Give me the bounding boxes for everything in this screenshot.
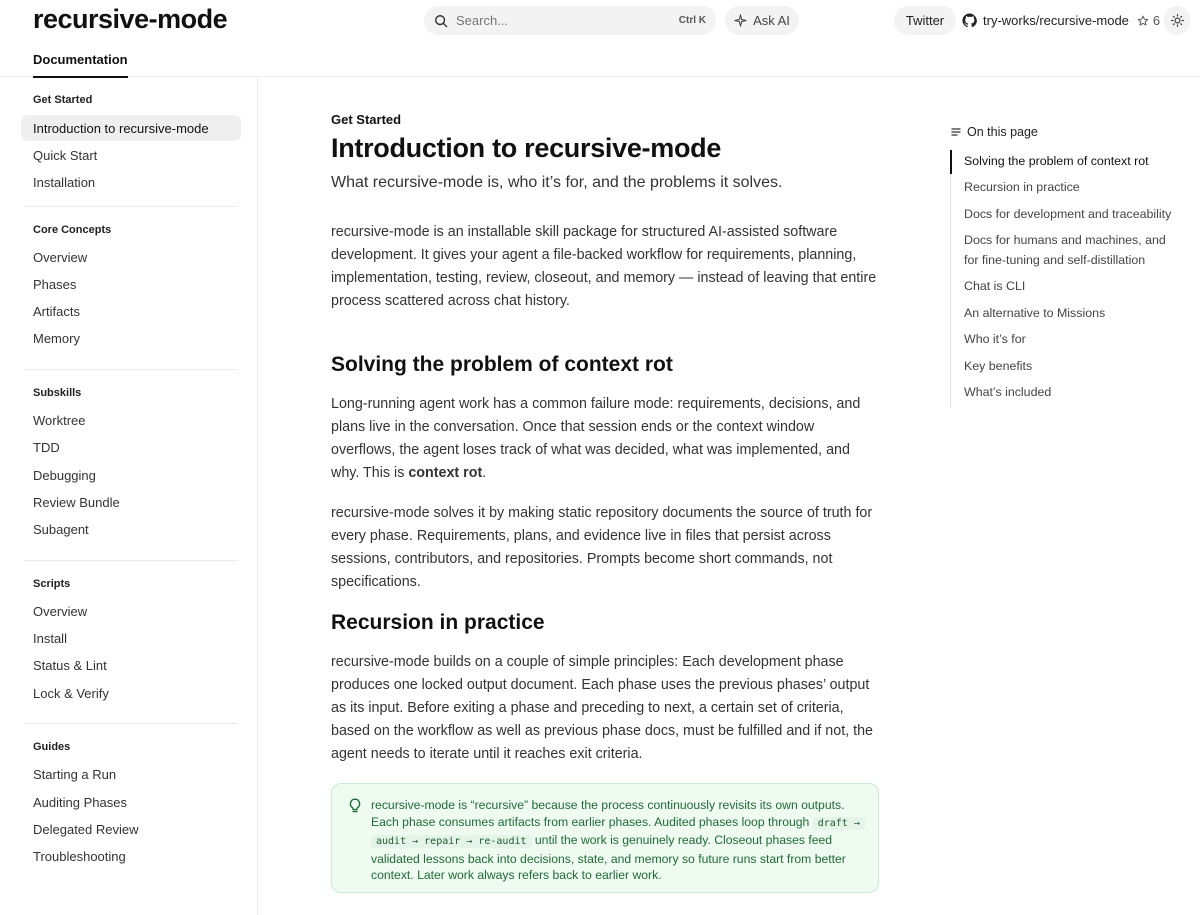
sidebar-item-quick-start[interactable]: Quick Start bbox=[33, 147, 98, 163]
theme-toggle-button[interactable] bbox=[1164, 6, 1190, 35]
star-icon bbox=[1137, 15, 1149, 27]
toc-item-recursion[interactable]: Recursion in practice bbox=[964, 180, 1080, 194]
context-rot-bold: context rot bbox=[408, 465, 483, 481]
sidebar-item-starting-a-run[interactable]: Starting a Run bbox=[33, 766, 117, 782]
page-subtitle: What recursive-mode is, who it’s for, and the problems it solves. bbox=[331, 174, 783, 191]
repo-name: try-works/recursive-mode bbox=[983, 13, 1129, 28]
sidebar-divider bbox=[24, 560, 238, 561]
callout-code-draft: draft → bbox=[813, 817, 865, 830]
sidebar-item-debugging[interactable]: Debugging bbox=[33, 467, 96, 483]
page-eyebrow: Get Started bbox=[331, 112, 402, 127]
toc-item-alternative-missions[interactable]: An alternative to Missions bbox=[964, 306, 1106, 320]
ask-ai-label: Ask AI bbox=[753, 13, 790, 28]
context-rot-paragraph bbox=[331, 393, 879, 485]
search-placeholder: Search... bbox=[456, 13, 509, 28]
sidebar-section-core-concepts: Core Concepts bbox=[33, 224, 112, 236]
sidebar-item-scripts-overview[interactable]: Overview bbox=[33, 603, 88, 619]
sidebar-item-worktree[interactable]: Worktree bbox=[33, 412, 86, 428]
list-icon bbox=[951, 127, 961, 137]
context-rot-text: Long-running agent work has a common failure mode: requirements, decisions, and plans live in the conversation. Once that session ends or the context window overflows, the agent loses track of what was decided, what was implemented, and why. This is bbox=[331, 396, 861, 481]
sidebar-section-get-started: Get Started bbox=[33, 94, 93, 106]
toc-active-marker bbox=[950, 150, 952, 174]
callout-text-start: recursive-mode is “recursive” because the process continuously revisits its own outputs. Each phase consumes artifacts from earlier phases. Audited phases loop through bbox=[371, 798, 845, 829]
lightbulb-icon bbox=[348, 798, 362, 814]
callout-text-end: until the work is genuinely ready. Closeout phases feed validated lessons back into decisions, state, and memory so future runs start from better context. Later work always refers back to earlier work. bbox=[371, 833, 846, 882]
sparkle-icon bbox=[734, 14, 747, 27]
context-rot-solution-paragraph: recursive-mode solves it by making static repository documents the source of truth for every phase. Requirements, plans, and evidence live in files that persist across sessions, contributors, and repositories. Prompts become short commands, not specifications. bbox=[331, 505, 873, 590]
intro-paragraph: recursive-mode is an installable skill package for structured AI-assisted software development. It gives your agent a file-backed workflow for requirements, planning, implementation, testing, review, closeout, and memory — instead of leaving that entire process scattered across chat history. bbox=[331, 224, 877, 309]
heading-recursion[interactable]: Recursion in practice bbox=[331, 611, 545, 634]
heading-context-rot[interactable]: Solving the problem of context rot bbox=[331, 353, 673, 376]
toc-rail bbox=[950, 150, 951, 407]
sidebar-section-guides: Guides bbox=[33, 741, 71, 753]
sidebar-item-tdd[interactable]: TDD bbox=[33, 439, 60, 455]
context-rot-end: . bbox=[482, 465, 487, 481]
github-repo-link[interactable] bbox=[962, 6, 1160, 35]
search-icon bbox=[434, 14, 448, 28]
recursion-paragraph: recursive-mode builds on a couple of simple principles: Each development phase produces one locked output document. Each phase uses the previous phases’ output as its input. Before exiting a phase and preceding to next, a certain set of criteria, based on the workflow as well as previous phase docs, must be fulfilled and if not, the agent needs to iterate until it reaches exit criteria. bbox=[331, 654, 873, 762]
sidebar-item-subagent[interactable]: Subagent bbox=[33, 521, 89, 537]
toc-item-key-benefits[interactable]: Key benefits bbox=[964, 359, 1033, 373]
sidebar-item-review-bundle[interactable]: Review Bundle bbox=[33, 494, 120, 510]
toc-title: On this page bbox=[967, 125, 1038, 139]
sidebar-item-installation[interactable]: Installation bbox=[33, 174, 96, 190]
toc-item-docs-development[interactable]: Docs for development and traceability bbox=[964, 207, 1172, 221]
star-count-value: 6 bbox=[1152, 13, 1161, 28]
sidebar-item-introduction[interactable]: Introduction to recursive-mode bbox=[21, 115, 241, 141]
top-header bbox=[0, 0, 1200, 77]
ask-ai-button[interactable] bbox=[725, 6, 799, 35]
sidebar-item-overview[interactable]: Overview bbox=[33, 249, 88, 265]
sun-icon bbox=[1171, 14, 1184, 27]
sidebar-divider bbox=[24, 369, 238, 370]
callout-text bbox=[371, 797, 866, 884]
twitter-link[interactable]: Twitter bbox=[894, 6, 956, 35]
sidebar-item-troubleshooting[interactable]: Troubleshooting bbox=[33, 848, 126, 864]
sidebar-item-status-lint[interactable]: Status & Lint bbox=[33, 657, 107, 673]
github-icon bbox=[962, 13, 977, 28]
sidebar-item-artifacts[interactable]: Artifacts bbox=[33, 303, 80, 319]
search-shortcut: Ctrl K bbox=[678, 15, 706, 26]
sidebar-divider bbox=[24, 723, 238, 724]
toc-heading bbox=[951, 125, 1038, 139]
tip-callout bbox=[331, 783, 879, 893]
site-logo[interactable]: recursive-mode bbox=[33, 4, 228, 34]
toc-item-chat-is-cli[interactable]: Chat is CLI bbox=[964, 279, 1026, 293]
toc-item-context-rot[interactable]: Solving the problem of context rot bbox=[964, 154, 1149, 168]
sidebar-item-delegated-review[interactable]: Delegated Review bbox=[33, 821, 139, 837]
sidebar-nav bbox=[0, 77, 258, 915]
sidebar-divider bbox=[24, 206, 238, 207]
toc-item-whats-included[interactable]: What’s included bbox=[964, 385, 1052, 399]
sidebar-item-install[interactable]: Install bbox=[33, 630, 67, 646]
sidebar-section-subskills: Subskills bbox=[33, 387, 82, 399]
toc-item-who-its-for[interactable]: Who it’s for bbox=[964, 332, 1026, 346]
sidebar-section-scripts: Scripts bbox=[33, 578, 71, 590]
page-title: Introduction to recursive-mode bbox=[331, 133, 722, 163]
callout-code-audit-loop: audit → repair → re-audit bbox=[371, 835, 532, 848]
sidebar-item-lock-verify[interactable]: Lock & Verify bbox=[33, 685, 109, 701]
sidebar-item-auditing-phases[interactable]: Auditing Phases bbox=[33, 794, 127, 810]
sidebar-item-phases[interactable]: Phases bbox=[33, 276, 77, 292]
sidebar-item-memory[interactable]: Memory bbox=[33, 330, 80, 346]
star-count bbox=[1137, 13, 1160, 28]
search-input[interactable] bbox=[424, 6, 716, 35]
tab-documentation[interactable]: Documentation bbox=[33, 52, 128, 78]
toc-item-docs-humans-machines[interactable]: Docs for humans and machines, and for fine-tuning and self-distillation bbox=[964, 233, 1166, 267]
